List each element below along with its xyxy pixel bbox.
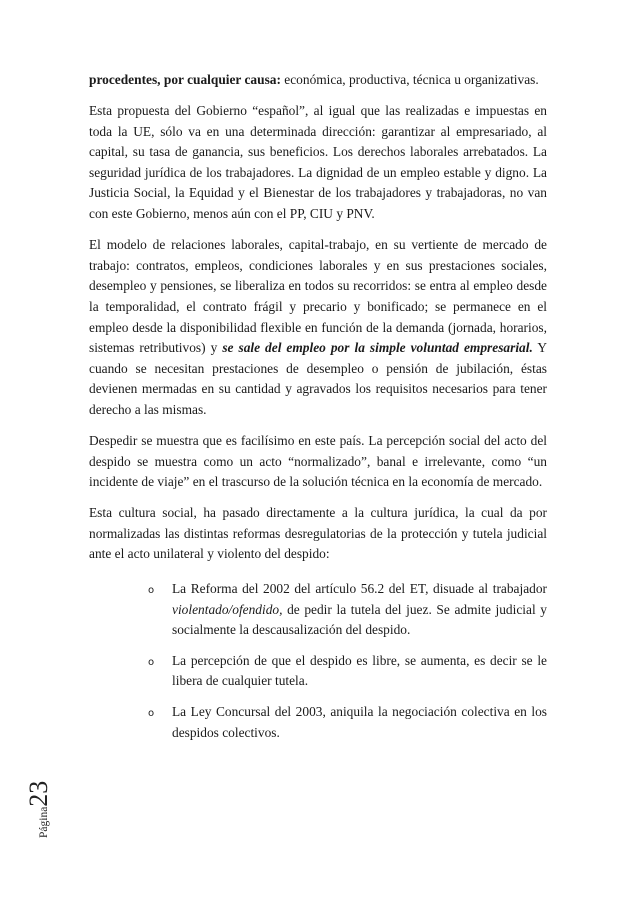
list-item-italic: violentado/ofendido, <box>172 601 283 617</box>
paragraph-3-text-end: Y cuando se necesitan prestaciones de desempleo o pensión de jubilación, éstas devienen mermadas en su cantidad y agravados los requisitos necesarios para tener derecho a las mismas. <box>89 340 547 417</box>
list-item-text: La percepción de que el despido es libre, se aumenta, es decir se le libera de cualquier tutela. <box>172 652 547 689</box>
list-item-text-end: de pedir la tutela del juez. Se admite judicial y socialmente la descausalización del despido. <box>172 601 547 638</box>
hollow-bullet-icon: o <box>148 585 155 597</box>
list-item <box>89 702 547 743</box>
bullet-list <box>89 579 547 743</box>
emphasis-phrase: se sale del empleo por la simple voluntad empresarial. <box>222 340 533 356</box>
bold-lead: procedentes, por cualquier causa: <box>89 72 281 87</box>
page-number-label <box>24 781 54 838</box>
list-item <box>89 579 547 641</box>
list-item-text: La Ley Concursal del 2003, aniquila la negociación colectiva en los despidos colectivos. <box>172 704 547 740</box>
body-text <box>89 70 547 743</box>
list-item <box>89 651 547 692</box>
paragraph-3 <box>89 235 547 420</box>
paragraph-2: Esta propuesta del Gobierno “español”, al igual que las realizadas e impuestas en toda la UE, sólo va en una determinada dirección: garantizar al empresariado, al capital, su tasa de ganancia, sus beneficios. Los derechos laborales arrebatados. La seguridad jurídica de los trabajadores. La dignidad de un empleo estable y digno. La Justicia Social, la Equidad y el Bienestar de los trabajadores y trabajadoras, no van con este Gobierno, menos aún con el PP, CIU y PNV. <box>89 103 547 222</box>
page-word: Página <box>38 806 50 838</box>
hollow-bullet-icon: o <box>148 708 155 720</box>
page-number: 23 <box>24 780 53 807</box>
hollow-bullet-icon: o <box>148 656 155 668</box>
paragraph-1-text: económica, productiva, técnica u organizativas. <box>280 72 539 87</box>
paragraph-3-text-start: El modelo de relaciones laborales, capital-trabajo, en su vertiente de mercado de trabajo: contratos, empleos, condiciones laborales y en sus prestaciones sociales, desempleo y pensiones, se liberaliza en todos su recorridos: se entra al empleo desde la temporalidad, el contrato frágil y precario y bonificado; se permanece en el empleo desde la disponibilidad flexible en función de la demanda (jornada, horarios, sistemas retributivos) y <box>89 237 547 356</box>
list-item-text: La Reforma del 2002 del artículo 56.2 del ET, disuade al trabajador <box>172 581 547 597</box>
paragraph-5: Esta cultura social, ha pasado directamente a la cultura jurídica, la cual da por normalizadas las distintas reformas desregulatorias de la protección y tutela judicial ante el acto unilateral y violento del despido: <box>89 505 547 562</box>
paragraph-1 <box>89 70 547 91</box>
paragraph-4: Despedir se muestra que es facilísimo en este país. La percepción social del acto del despido se muestra como un acto “normalizado”, banal e irrelevante, como “un incidente de viaje” en el trascurso de la solución técnica en la economía de mercado. <box>89 433 547 490</box>
